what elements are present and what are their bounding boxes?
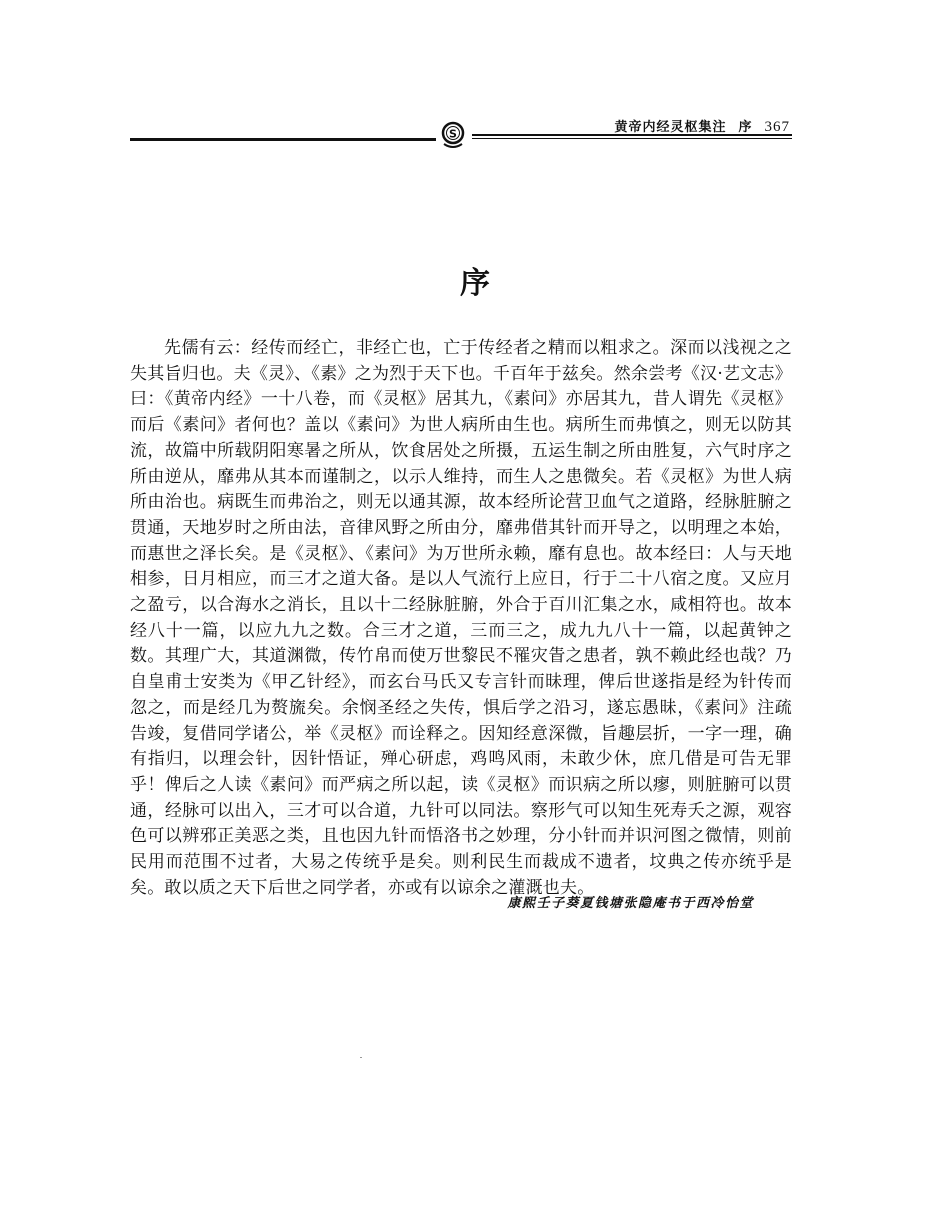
- page-number: 367: [764, 119, 790, 135]
- running-head: [602, 116, 790, 136]
- page-title: 序: [460, 266, 490, 301]
- scan-speck: [360, 1057, 362, 1058]
- header-rule-right-thin: [472, 138, 792, 139]
- logo-glyph: S: [449, 127, 457, 141]
- section-label: 序: [738, 120, 753, 135]
- signature-line: 康熙壬子葵夏钱塘张隐庵书于西冷怡堂: [507, 896, 754, 911]
- publisher-logo-icon: [438, 120, 468, 150]
- book-title: 黄帝内经灵枢集注: [614, 120, 727, 135]
- preface-body: 先儒有云：经传而经亡，非经亡也，亡于传经者之精而以粗求之。深而以浅视之之失其旨归也。夫《灵》、《素》之为烈于天下也。千百年于兹矣。然余尝考《汉·艺文志》曰：《黄帝内经》一十八卷，而《灵枢》居其九，《素问》亦居其九，昔人谓先《灵枢》而后《素问》者何也？盖以《素问》为世人病所由生也。病所生而弗慎之，则无以防其流，故篇中所载阴阳寒暑之所从，饮食居处之所摄，五运生制之所由胜复，六气时序之所由逆从，靡弗从其本而谨制之，以示人维持，而生人之患微矣。若《灵枢》为世人病所由治也。病既生而弗治之，则无以通其源，故本经所论营卫血气之道路，经脉脏腑之贯通，天地岁时之所由法，音律风野之所由分，靡弗借其针而开导之，以明理之本始，而惠世之泽长矣。是《灵枢》、《素问》为万世所永赖，靡有息也。故本经曰：人与天地相参，日月相应，而三才之道大备。是以人气流行上应日，行于二十八宿之度。又应月之盈亏，以合海水之消长，且以十二经脉脏腑，外合于百川汇集之水，咸相符也。故本经八十一篇，以应九九之数。合三才之道，三而三之，成九九八十一篇，以起黄钟之数。其理广大，其道渊微，传竹帛而使万世黎民不罹灾眚之患者，孰不赖此经也哉？乃自皇甫士安类为《甲乙针经》，而玄台马氏又专言针而昧理，俾后世遂指是经为针传而忽之，而是经几为赘旒矣。余悯圣经之失传，惧后学之沿习，遂忘愚昧，《素问》注疏告竣，复借同学诸公，举《灵枢》而诠释之。因知经意深微，旨趣层折，一字一理，确有指归，以理会针，因针悟证，殚心研虑，鸡鸣风雨，未敢少休，庶几借是可告无罪乎！俾后之人读《素问》而严病之所以起，读《灵枢》而识病之所以瘳，则脏腑可以贯通，经脉可以出入，三才可以合道，九针可以同法。察形气可以知生死寿夭之源，观容色可以辨邪正美恶之类，且也因九针而悟洛书之妙理，分小针而并识河图之微情，则前民用而范围不过者，大易之传统乎是矣。则利民生而裁成不遗者，坟典之传亦统乎是矣。敢以质之天下后世之同学者，亦或有以谅余之灌溉也夫。: [130, 338, 792, 898]
- header-rule-left: [130, 138, 436, 141]
